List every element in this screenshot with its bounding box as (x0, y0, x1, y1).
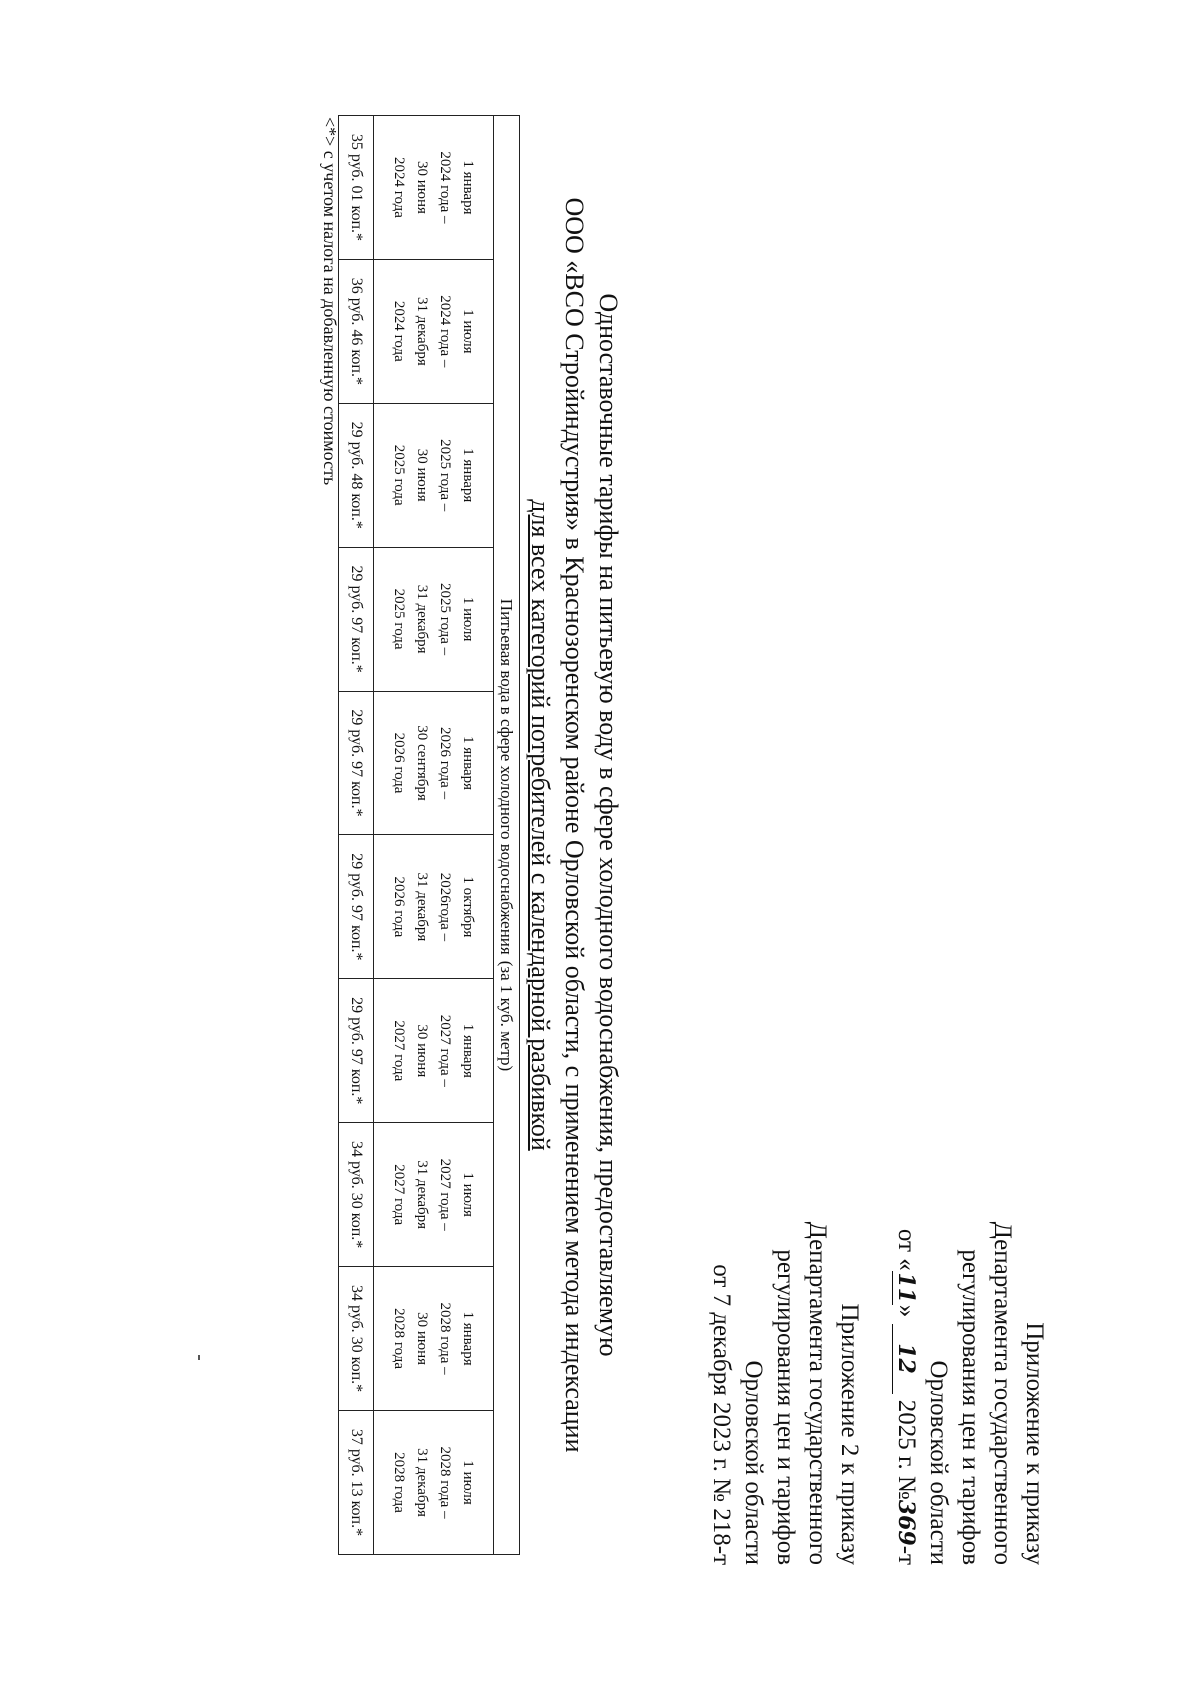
period-line: 1 января (460, 448, 477, 503)
appendix-current-order (890, 1222, 1050, 1565)
price-cell: 29 руб. 48 коп.* (339, 403, 374, 547)
price-cell: 34 руб. 30 коп.* (339, 1267, 374, 1411)
period-line: 1 января (460, 1311, 477, 1366)
period-cell (374, 116, 494, 260)
table-header-cell (494, 116, 520, 1555)
period-line: 2028 года (391, 1308, 408, 1370)
tariff-table (338, 115, 520, 1555)
document-title (523, 55, 625, 1595)
price-cell: 29 руб. 97 коп.* (339, 835, 374, 979)
period-line: 31 декабря (414, 1160, 431, 1230)
table-header-title: Питьевая вода в сфере холодного водоснабжения (497, 598, 517, 955)
title-line: для всех категорий потребителей с календарной разбивкой (526, 499, 555, 1151)
period-line: 1 июля (460, 1172, 477, 1217)
appendix-line: Департамента государственного (989, 1221, 1016, 1565)
price-cell: 29 руб. 97 коп.* (339, 979, 374, 1123)
handwritten-order-number: 369 (893, 1499, 919, 1546)
period-cell (374, 1267, 494, 1411)
appendix-line: Департамента государственного (804, 1221, 831, 1565)
period-line: 2025 года – (437, 583, 454, 656)
period-line: 2025 года (391, 444, 408, 506)
date-quote-close: » (893, 1304, 920, 1318)
order-date-line (890, 1222, 922, 1565)
price-cell: 29 руб. 97 коп.* (339, 691, 374, 835)
period-line: 2028 года (391, 1452, 408, 1513)
period-row (374, 116, 494, 1555)
period-line: 30 июня (414, 1024, 431, 1078)
footnote: <*> с учетом налога на добавленную стоимость (320, 117, 340, 486)
appendix-line: Приложение 2 к приказу (836, 1303, 863, 1565)
period-line: 2026 года (391, 732, 408, 794)
date-prefix: от « (893, 1228, 920, 1271)
rotated-page (10, 55, 1070, 1595)
appendix-line: регулирования цен и тарифов (772, 1249, 799, 1565)
period-line: 31 декабря (414, 872, 431, 942)
period-cell (374, 547, 494, 691)
period-cell (374, 1411, 494, 1555)
period-line: 2028 года – (437, 1302, 454, 1375)
price-cell: 35 руб. 01 коп.* (339, 116, 374, 260)
period-line: 1 июля (460, 309, 477, 354)
period-cell (374, 835, 494, 979)
handwritten-month: 12 (892, 1324, 919, 1394)
period-cell (374, 259, 494, 403)
period-line: 2025 года – (437, 439, 454, 512)
price-cell: 29 руб. 97 коп.* (339, 547, 374, 691)
appendix-original-order (705, 1222, 865, 1565)
price-row (339, 116, 374, 1555)
period-cell (374, 691, 494, 835)
scan-speck (198, 1355, 200, 1360)
period-line: 1 октября (460, 876, 477, 938)
date-year-text: 2025 г. № (893, 1399, 920, 1500)
period-line: 2025 года (391, 588, 408, 650)
period-line: 2024 года (391, 300, 408, 362)
period-line: 30 июня (414, 1312, 431, 1366)
period-line: 2026 года (391, 876, 408, 938)
title-line: Одноставочные тарифы на питьевую воду в сфере холодного водоснабжения, предоставляемую (594, 293, 623, 1357)
period-cell (374, 979, 494, 1123)
period-line: 2027 года – (437, 1014, 454, 1087)
period-line: 2027 года (391, 1164, 408, 1226)
period-line: 2026 года – (437, 726, 454, 800)
table-header-row (494, 116, 520, 1555)
appendix-line: Орловской области (925, 1360, 952, 1565)
period-line: 2027 года – (437, 1158, 454, 1231)
period-line: 1 января (460, 160, 477, 215)
period-line: 2024 года – (437, 151, 454, 224)
period-line: 30 июня (414, 160, 431, 214)
period-line: 2024 года (391, 157, 408, 218)
period-line: 2026года – (437, 872, 454, 942)
table-header-unit: (за 1 куб. метр) (497, 960, 517, 1072)
period-line: 30 июня (414, 448, 431, 502)
period-line: 30 сентября (414, 725, 431, 801)
appendix-line: Орловской области (740, 1360, 767, 1565)
period-line: 31 декабря (414, 1448, 431, 1517)
period-line: 2028 года – (437, 1446, 454, 1519)
appendix-line: от 7 декабря 2023 г. № 218-т (708, 1264, 735, 1565)
period-line: 31 декабря (414, 296, 431, 366)
period-line: 1 января (460, 1023, 477, 1078)
period-line: 31 декабря (414, 584, 431, 654)
period-cell (374, 403, 494, 547)
period-line: 2024 года – (437, 295, 454, 368)
period-line: 1 июля (460, 596, 477, 642)
period-line: 2027 года (391, 1020, 408, 1082)
price-cell: 37 руб. 13 коп.* (339, 1411, 374, 1555)
title-line: ООО «ВСО Стройиндустрия» в Краснозоренском районе Орловской области, с применением метода индексации (560, 197, 589, 1453)
price-cell: 36 руб. 46 коп.* (339, 259, 374, 403)
price-cell: 34 руб. 30 коп.* (339, 1123, 374, 1267)
period-line: 1 января (460, 735, 477, 791)
appendix-line: Приложение к приказу (1021, 1322, 1048, 1565)
period-line: 1 июля (460, 1460, 477, 1505)
handwritten-day: 11 (893, 1272, 919, 1304)
period-cell (374, 1123, 494, 1267)
appendix-line: регулирования цен и тарифов (957, 1249, 984, 1565)
order-number-suffix: -т (893, 1545, 920, 1565)
